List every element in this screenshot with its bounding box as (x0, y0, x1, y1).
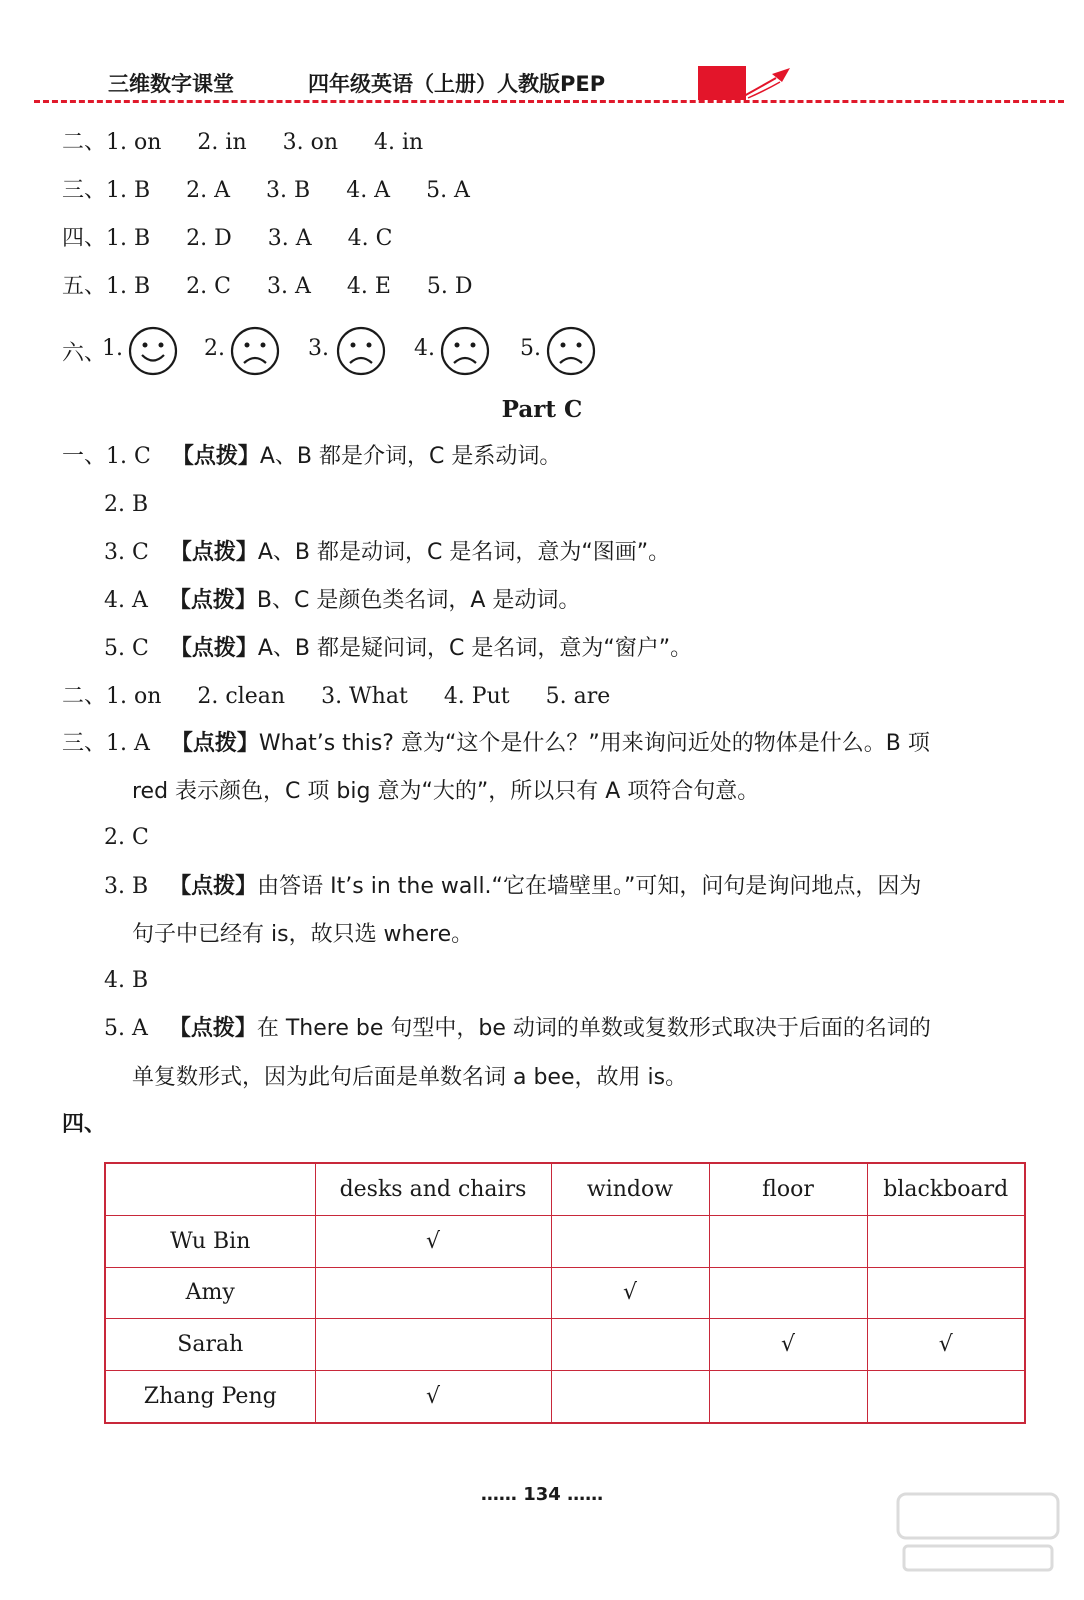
answer-item: 2. D (186, 226, 232, 251)
header-dashed-line (34, 100, 1064, 103)
table-cell (315, 1267, 551, 1319)
section-label: 三、 (62, 731, 107, 756)
section-label: 四、 (62, 226, 107, 251)
answer-item: 4. E (346, 274, 391, 299)
hint-text: 在 There be 句型中，be 动词的单数或复数形式取决于后面的名词的 (256, 1016, 931, 1041)
table-cell (709, 1267, 867, 1319)
section-label: 四、 (62, 1112, 107, 1137)
header-red-block (698, 66, 746, 100)
hint-tag: 【点拨】 (171, 444, 260, 469)
answer-item: 4. in (374, 130, 424, 155)
answer-num: 2. B (104, 492, 149, 517)
hint-tag: 【点拨】 (168, 1016, 257, 1041)
answer-row-4 (62, 224, 393, 254)
page-header (0, 0, 1084, 110)
answer-item: 2. (204, 336, 225, 361)
table-cell: √ (867, 1319, 1025, 1371)
answer-item: 5. D (426, 274, 473, 299)
answer-item: 4. A (346, 178, 391, 203)
part-c-title: Part C (501, 396, 583, 423)
answer-item: 3. on (282, 130, 339, 155)
answer-num: 1. A (106, 731, 150, 756)
hint-text: A、B 都是动词，C 是名词，意为“图画”。 (257, 540, 671, 565)
hint-text: red 表示颜色，C 项 big 意为“大的”，所以只有 A 项符合句意。 (132, 779, 760, 804)
section-label: 六、 (62, 341, 107, 366)
answer-item: 3. A (267, 226, 312, 251)
hint-tag: 【点拨】 (169, 874, 258, 899)
table-cell (867, 1267, 1025, 1319)
table-cell: √ (709, 1319, 867, 1371)
table-cell (551, 1319, 709, 1371)
answer-item: 1. on (106, 684, 162, 709)
hint-tag: 【点拨】 (170, 731, 259, 756)
answer-num: 2. C (104, 825, 149, 850)
frown-face-icon (336, 326, 386, 376)
pc3-q4 (104, 966, 148, 996)
answer-num: 4. B (104, 968, 149, 993)
answer-item: 1. on (106, 130, 162, 155)
answer-item: 1. B (106, 274, 151, 299)
table-header-cell: window (551, 1163, 709, 1216)
answer-row-2 (62, 128, 423, 158)
table-header-cell (105, 1163, 315, 1216)
pc4-heading (62, 1110, 106, 1140)
pc1-q1 (62, 442, 561, 472)
pc3-q2 (104, 823, 149, 853)
table-cell (709, 1370, 867, 1423)
answer-item: 2. C (186, 274, 231, 299)
header-title: 四年级英语（上册）人教版PEP (308, 72, 606, 96)
answer-item: 3. (308, 336, 329, 361)
hint-text: A、B 都是介词，C 是系动词。 (259, 444, 562, 469)
table-cell-name: Wu Bin (105, 1216, 315, 1268)
hint-text: 单复数形式，因为此句后面是单数名词 a bee，故用 is。 (132, 1065, 688, 1090)
hint-text: 由答语 It’s in the wall.“它在墙壁里。”可知，问句是询问地点，因为 (257, 874, 922, 899)
answer-num: 5. C (104, 636, 149, 661)
answer-item: 5. A (426, 178, 470, 203)
pc3-q5-cont (132, 1063, 687, 1093)
answer-num: 1. C (106, 444, 151, 469)
pc1-q5 (104, 634, 692, 664)
answer-item: 4. Put (443, 684, 510, 709)
table-cell: √ (315, 1370, 551, 1423)
pc3-q1-cont (132, 777, 759, 807)
table-header-row (105, 1163, 1025, 1216)
answer-item: 2. clean (197, 684, 286, 709)
table-cell (551, 1370, 709, 1423)
page-number-value: 134 (523, 1484, 561, 1505)
table-cell (551, 1216, 709, 1268)
section-label: 三、 (62, 178, 107, 203)
section-label: 五、 (62, 274, 107, 299)
answer-row-5 (62, 272, 473, 302)
table-cell (709, 1216, 867, 1268)
table-cell: √ (551, 1267, 709, 1319)
answer-item: 2. in (197, 130, 247, 155)
answer-item: 3. A (267, 274, 311, 299)
answer-item: 5. are (545, 684, 611, 709)
answer-num: 3. B (104, 874, 149, 899)
watermark-logo (894, 1488, 1064, 1578)
hint-text: B、C 是颜色类名词，A 是动词。 (256, 588, 581, 613)
page-number-dots: …… (480, 1484, 517, 1505)
table-cell-name: Zhang Peng (105, 1370, 315, 1423)
pc3-q3 (104, 872, 921, 902)
section-label: 二、 (62, 130, 107, 155)
smile-face-icon (128, 326, 178, 376)
table-cell-name: Amy (105, 1267, 315, 1319)
section-label: 二、 (62, 684, 107, 709)
table-cell: √ (315, 1216, 551, 1268)
header-brand: 三维数字课堂 (108, 72, 234, 96)
answer-item: 3. What (321, 684, 408, 709)
hint-tag: 【点拨】 (169, 636, 258, 661)
answer-num: 3. C (104, 540, 149, 565)
pc3-q3-cont (132, 920, 473, 950)
table-cell (867, 1216, 1025, 1268)
rocket-icon (742, 66, 794, 100)
frown-face-icon (230, 326, 280, 376)
answer-table (104, 1162, 1026, 1424)
table-row (105, 1370, 1025, 1423)
pc3-q1 (62, 729, 930, 759)
frown-face-icon (440, 326, 490, 376)
pc1-q2 (104, 490, 148, 520)
answer-item: 2. A (186, 178, 231, 203)
answer-num: 5. A (104, 1016, 148, 1041)
answer-item: 5. (520, 336, 541, 361)
hint-text: A、B 都是疑问词，C 是名词，意为“窗户”。 (257, 636, 693, 661)
hint-tag: 【点拨】 (169, 540, 258, 565)
table-cell (867, 1370, 1025, 1423)
answer-item: 1. B (106, 178, 151, 203)
pc1-q4 (104, 586, 580, 616)
hint-tag: 【点拨】 (168, 588, 257, 613)
pc3-q5 (104, 1014, 931, 1044)
page-number-dots: …… (567, 1484, 604, 1505)
hint-text: 句子中已经有 is，故只选 where。 (132, 922, 474, 947)
table-cell (315, 1319, 551, 1371)
hint-text: What’s this? 意为“这个是什么？”用来询问近处的物体是什么。B 项 (258, 731, 930, 756)
answer-item: 4. (414, 336, 435, 361)
answer-item: 3. B (266, 178, 311, 203)
answer-item: 1. B (106, 226, 151, 251)
section-label: 一、 (62, 444, 107, 469)
answer-item: 4. C (347, 226, 393, 251)
pc1-q3 (104, 538, 670, 568)
table-header-cell: blackboard (867, 1163, 1025, 1216)
table-header-cell: desks and chairs (315, 1163, 551, 1216)
table-header-cell: floor (709, 1163, 867, 1216)
answer-item: 1. (102, 336, 123, 361)
answer-row-3 (62, 176, 470, 206)
table-cell-name: Sarah (105, 1319, 315, 1371)
table-row (105, 1267, 1025, 1319)
pc2-row (62, 682, 610, 712)
frown-face-icon (546, 326, 596, 376)
answer-num: 4. A (104, 588, 148, 613)
table-row (105, 1319, 1025, 1371)
table-row (105, 1216, 1025, 1268)
